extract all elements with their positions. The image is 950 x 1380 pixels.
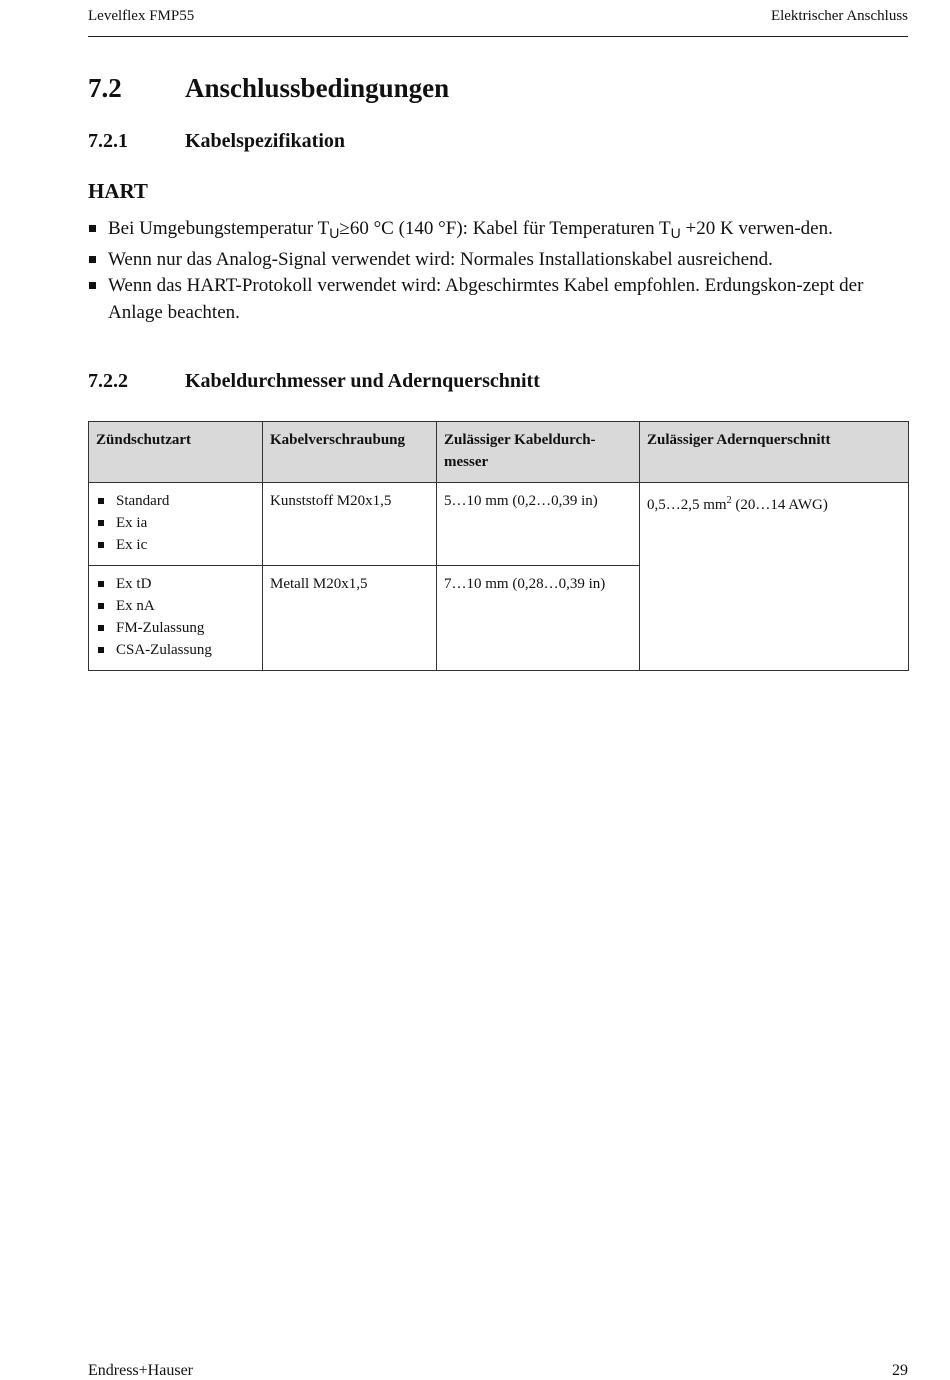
cross-section-value: 0,5…2,5 mm (647, 497, 727, 513)
list-item (96, 534, 255, 556)
superscript: 2 (726, 495, 732, 506)
column-header: Zulässiger Adernquerschnitt (640, 422, 909, 483)
table-cell-gland: Kunststoff M20x1,5 (263, 483, 437, 566)
bullet-square-icon (98, 647, 104, 653)
bullet-square-icon (89, 256, 96, 263)
table-cell-cross-section (640, 483, 909, 671)
footer-brand: Endress+Hauser (88, 1362, 193, 1379)
type-label: Standard (116, 493, 170, 509)
header-chapter: Elektrischer Anschluss (770, 8, 908, 24)
column-header: Zulässiger Kabeldurch-messer (437, 422, 640, 483)
column-header: Zündschutzart (89, 422, 263, 483)
type-label: CSA-Zulassung (116, 642, 212, 658)
bullet-square-icon (98, 603, 104, 609)
bullet-text: Wenn nur das Analog-Signal verwendet wird: Normales Installationskabel ausreichend. (108, 248, 773, 270)
bullet-text: ≥60 °C (140 °F): Kabel für Temperaturen T (339, 218, 671, 239)
list-item (88, 247, 903, 274)
bullet-square-icon (98, 625, 104, 631)
table-header-row (89, 422, 909, 483)
table-cell-types (89, 566, 263, 671)
cable-spec-list (88, 216, 903, 326)
cable-table (88, 421, 909, 671)
subscript: U (670, 225, 681, 241)
page-header (88, 8, 908, 37)
list-item (88, 273, 903, 326)
type-label: FM-Zulassung (116, 620, 205, 636)
bullet-text: +20 K verwen-den. (680, 218, 833, 239)
bullet-square-icon (98, 498, 104, 504)
header-product: Levelflex FMP55 (88, 8, 195, 24)
subsection-number-1: 7.2.1 (88, 130, 128, 152)
list-item (96, 639, 255, 661)
type-label: Ex ic (116, 537, 148, 553)
section-heading (88, 73, 449, 104)
subscript: U (329, 225, 340, 241)
table-cell-gland: Metall M20x1,5 (263, 566, 437, 671)
subsection-heading-2 (88, 370, 540, 393)
bullet-square-icon (98, 581, 104, 587)
subsection-title-1: Kabelspezifikation (185, 130, 346, 152)
table-row (89, 483, 909, 566)
hart-heading: HART (88, 179, 148, 203)
subsection-heading-1 (88, 130, 345, 153)
list-item (96, 573, 255, 595)
section-number: 7.2 (88, 73, 122, 103)
protection-type-list (96, 573, 255, 661)
bullet-square-icon (98, 542, 104, 548)
table-cell-diameter: 7…10 mm (0,28…0,39 in) (437, 566, 640, 671)
column-header: Kabelverschraubung (263, 422, 437, 483)
bullet-text: Wenn das HART-Protokoll verwendet wird: Abgeschirmtes Kabel empfohlen. Erdungskon-zept der Anlage beachten. (108, 275, 864, 323)
table-cell-diameter: 5…10 mm (0,2…0,39 in) (437, 483, 640, 566)
list-item (96, 512, 255, 534)
list-item (96, 490, 255, 512)
subsection-title-2: Kabeldurchmesser und Adernquerschnitt (185, 370, 540, 392)
cross-section-awg: (20…14 AWG) (731, 497, 828, 513)
list-item (96, 595, 255, 617)
bullet-text: Bei Umgebungstemperatur T (108, 218, 330, 239)
bullet-square-icon (89, 282, 96, 289)
list-item (96, 617, 255, 639)
bullet-square-icon (98, 520, 104, 526)
page-number: 29 (892, 1362, 908, 1379)
type-label: Ex tD (116, 576, 152, 592)
bullet-square-icon (89, 225, 96, 232)
type-label: Ex nA (116, 598, 155, 614)
list-item (88, 216, 903, 247)
table-cell-types (89, 483, 263, 566)
type-label: Ex ia (116, 515, 148, 531)
subsection-number-2: 7.2.2 (88, 370, 128, 392)
protection-type-list (96, 490, 255, 556)
section-title: Anschlussbedingungen (185, 73, 450, 103)
